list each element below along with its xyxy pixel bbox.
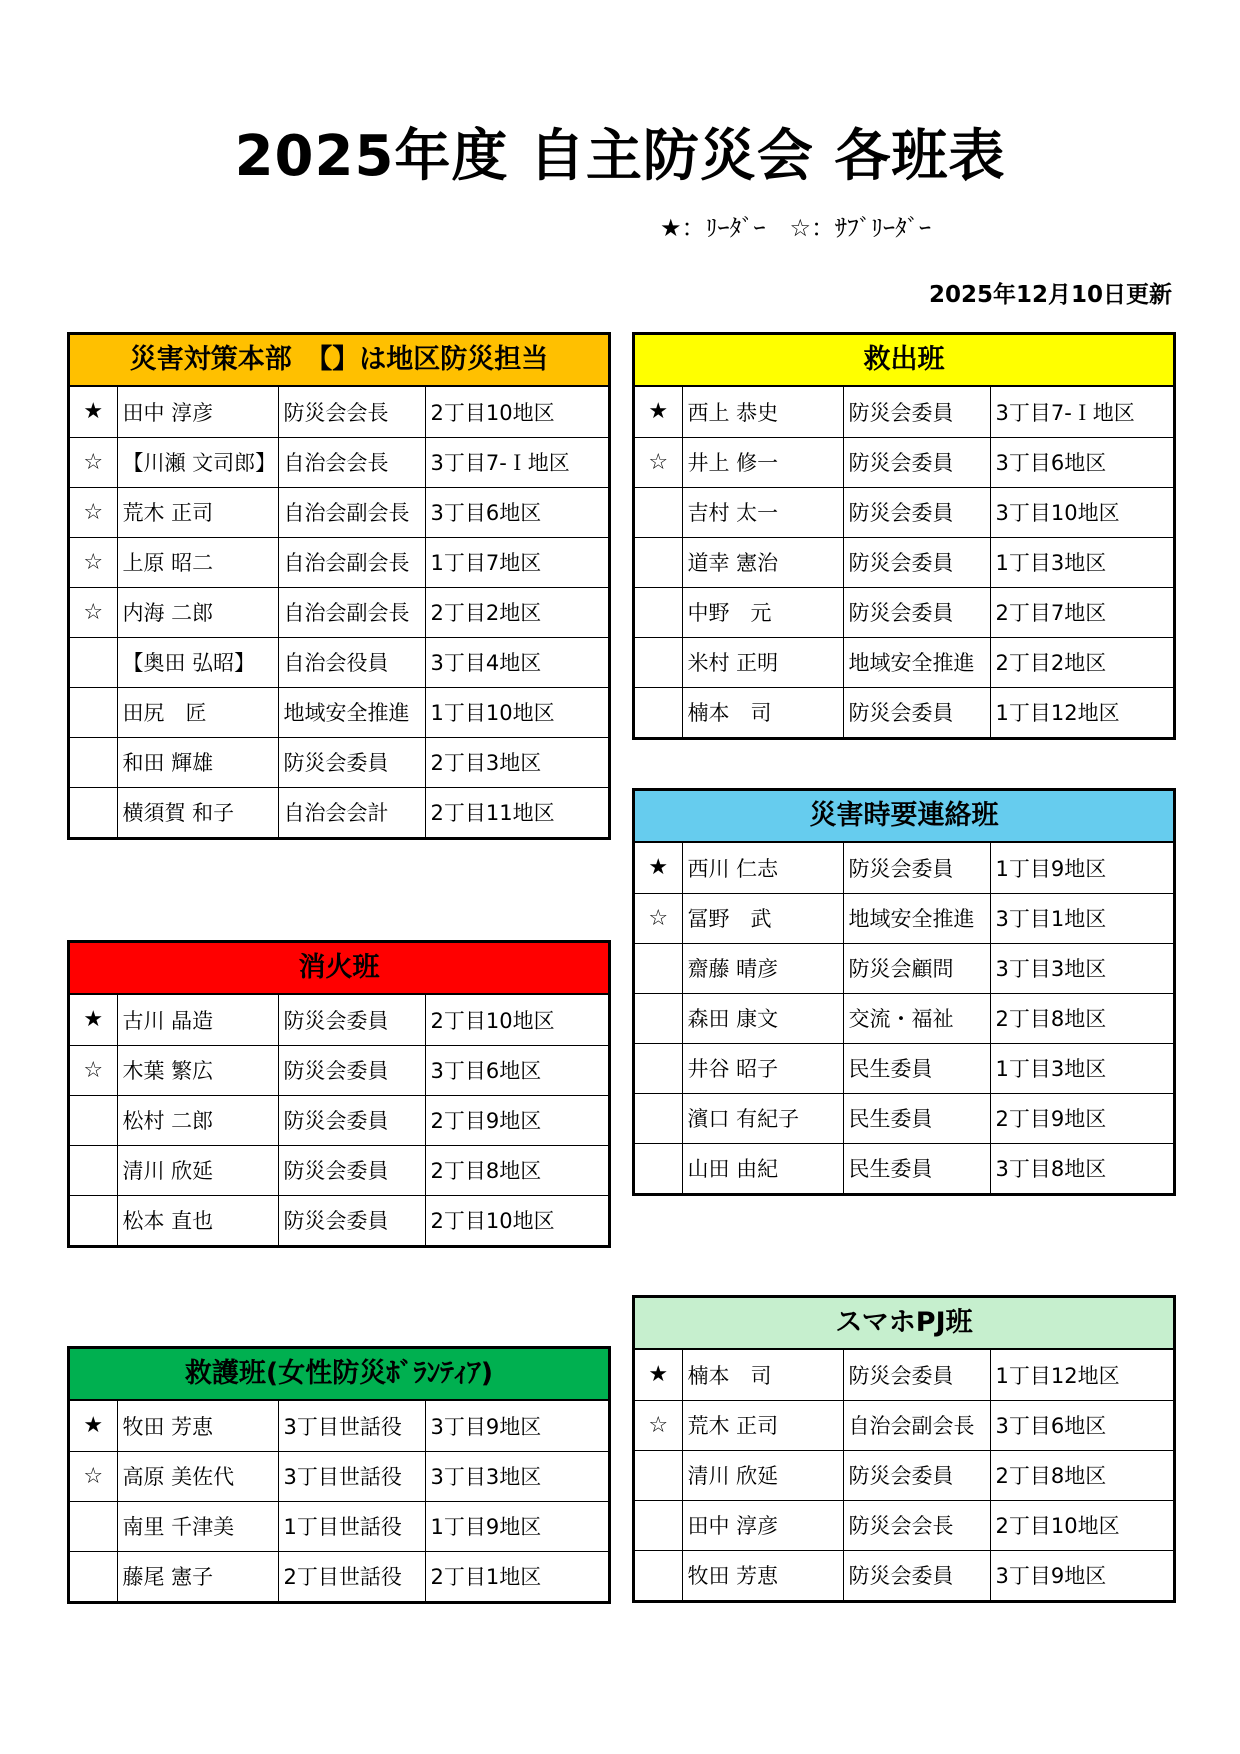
role-mark: ☆ (70, 1045, 117, 1095)
member-role: 防災会委員 (843, 437, 990, 487)
member-area: 1丁目3地区 (990, 1043, 1173, 1093)
member-role: 防災会委員 (843, 1550, 990, 1600)
member-area: 1丁目12地区 (995, 701, 1120, 726)
role-mark: ★ (70, 387, 117, 437)
member-name: 米村 正明 (682, 637, 843, 687)
role-mark (635, 587, 682, 637)
member-area: 2丁目8地区 (990, 1450, 1173, 1500)
table-row (635, 1043, 1173, 1093)
table-row (70, 537, 608, 587)
table-row (635, 587, 1173, 637)
member-role: 3丁目世話役 (278, 1451, 425, 1501)
table-row (635, 1550, 1173, 1600)
group-fire (67, 940, 611, 1248)
member-table (635, 1350, 1173, 1600)
member-role: 地域安全推進 (278, 687, 425, 737)
member-name: 横須賀 和子 (117, 787, 278, 837)
role-mark (70, 1551, 117, 1601)
table-row (635, 943, 1173, 993)
table-row (635, 1450, 1173, 1500)
member-area: 1丁目12地区 (990, 1350, 1173, 1400)
table-row (70, 437, 608, 487)
member-role: 防災会委員 (843, 587, 990, 637)
role-mark (70, 1145, 117, 1195)
role-mark (70, 737, 117, 787)
table-row (70, 1551, 608, 1601)
table-row (635, 537, 1173, 587)
member-name: 松村 二郎 (117, 1095, 278, 1145)
table-row (70, 637, 608, 687)
table-row (70, 487, 608, 537)
role-mark: ★ (70, 995, 117, 1045)
role-mark: ☆ (635, 1400, 682, 1450)
group-aid (67, 1346, 611, 1604)
table-row (70, 1045, 608, 1095)
member-name: 和田 輝雄 (117, 737, 278, 787)
member-name: 井谷 昭子 (682, 1043, 843, 1093)
member-table (635, 843, 1173, 1193)
member-area: 3丁目7-Ｉ地区 (990, 387, 1173, 437)
role-mark (635, 637, 682, 687)
member-area: 3丁目9地区 (425, 1401, 608, 1451)
role-mark (635, 1500, 682, 1550)
member-area: 2丁目2地区 (425, 587, 608, 637)
role-mark (70, 787, 117, 837)
member-name: 荒木 正司 (117, 487, 278, 537)
role-mark (70, 1501, 117, 1551)
member-name: 牧田 芳恵 (117, 1401, 278, 1451)
group-title: 救出班 (635, 335, 1173, 387)
table-row (635, 1350, 1173, 1400)
group-smartphone (632, 1295, 1176, 1603)
member-name: 楠本 司 (682, 687, 843, 737)
member-area: 3丁目3地区 (990, 943, 1173, 993)
member-name: 【川瀬 文司郎】 (117, 437, 278, 487)
member-name: 藤尾 憲子 (117, 1551, 278, 1601)
table-row (635, 893, 1173, 943)
group-title: 災害対策本部 【】は地区防災担当 (70, 335, 608, 387)
group-title: スマホPJ班 (635, 1298, 1173, 1350)
table-row (635, 843, 1173, 893)
member-role: 自治会副会長 (843, 1400, 990, 1450)
member-area: 3丁目7-Ｉ地区 (425, 437, 608, 487)
member-area: 2丁目8地区 (990, 993, 1173, 1043)
member-name: 田尻 匠 (117, 687, 278, 737)
member-area: 2丁目8地区 (425, 1145, 608, 1195)
member-role: 防災会委員 (843, 537, 990, 587)
member-role: 地域安全推進 (843, 893, 990, 943)
member-area: 1丁目3地区 (990, 537, 1173, 587)
role-mark: ★ (635, 1350, 682, 1400)
member-role: 防災会委員 (278, 737, 425, 787)
member-name: 冨野 武 (682, 893, 843, 943)
member-role: 自治会副会長 (278, 487, 425, 537)
member-role: 民生委員 (843, 1043, 990, 1093)
table-row (70, 1095, 608, 1145)
member-name: 古川 晶造 (117, 995, 278, 1045)
member-table (70, 387, 608, 837)
member-name: 田中 淳彦 (682, 1500, 843, 1550)
member-name: 森田 康文 (682, 993, 843, 1043)
member-name: 濱口 有紀子 (682, 1093, 843, 1143)
member-area: 3丁目4地区 (425, 637, 608, 687)
table-row (635, 993, 1173, 1043)
member-name: 山田 由紀 (682, 1143, 843, 1193)
member-name: 牧田 芳恵 (682, 1550, 843, 1600)
member-area: 3丁目6地区 (425, 1045, 608, 1095)
member-name: 木葉 繁広 (117, 1045, 278, 1095)
member-role: 民生委員 (843, 1093, 990, 1143)
role-mark (635, 537, 682, 587)
member-area: 3丁目3地区 (425, 1451, 608, 1501)
member-name: 楠本 司 (682, 1350, 843, 1400)
member-role: 防災会委員 (843, 1450, 990, 1500)
member-role: 防災会委員 (843, 843, 990, 893)
member-area: 2丁目7地区 (990, 587, 1173, 637)
table-row (635, 1143, 1173, 1193)
member-role: 防災会委員 (278, 1145, 425, 1195)
role-mark (635, 687, 682, 737)
table-row (70, 587, 608, 637)
member-name: 上原 昭二 (117, 537, 278, 587)
member-area: 2丁目1地区 (430, 1565, 542, 1590)
role-mark (635, 1450, 682, 1500)
member-area: 1丁目7地区 (425, 537, 608, 587)
role-mark (635, 943, 682, 993)
member-role: 自治会副会長 (278, 587, 425, 637)
member-name: 内海 二郎 (117, 587, 278, 637)
table-row (70, 1401, 608, 1451)
member-area: 3丁目6地区 (990, 437, 1173, 487)
member-name: 南里 千津美 (117, 1501, 278, 1551)
member-role: 防災会委員 (278, 1095, 425, 1145)
table-row (635, 387, 1173, 437)
member-name: 荒木 正司 (682, 1400, 843, 1450)
table-row (635, 1400, 1173, 1450)
table-row (635, 487, 1173, 537)
role-mark: ☆ (70, 437, 117, 487)
member-role: 交流・福祉 (843, 993, 990, 1043)
member-role: 防災会委員 (843, 387, 990, 437)
member-name: 高原 美佐代 (117, 1451, 278, 1501)
table-row (70, 1501, 608, 1551)
member-area: 2丁目10地区 (430, 1209, 555, 1234)
role-mark (635, 487, 682, 537)
member-role: 防災会委員 (278, 1195, 425, 1245)
role-mark: ☆ (70, 537, 117, 587)
member-area: 2丁目3地区 (425, 737, 608, 787)
role-mark: ★ (635, 843, 682, 893)
member-area: 1丁目9地区 (990, 843, 1173, 893)
member-name: 松本 直也 (117, 1195, 278, 1245)
role-mark (70, 637, 117, 687)
member-name: 中野 元 (682, 587, 843, 637)
member-name: 田中 淳彦 (117, 387, 278, 437)
member-table (635, 387, 1173, 737)
table-row (70, 1145, 608, 1195)
member-area: 2丁目10地区 (990, 1500, 1173, 1550)
member-table (70, 1401, 608, 1601)
role-mark: ☆ (70, 487, 117, 537)
table-row (70, 737, 608, 787)
member-table (70, 995, 608, 1245)
role-mark (635, 1550, 682, 1600)
role-mark (70, 687, 117, 737)
member-name: 道幸 憲治 (682, 537, 843, 587)
member-role: 自治会副会長 (278, 537, 425, 587)
group-title: 災害時要連絡班 (635, 791, 1173, 843)
group-rescue (632, 332, 1176, 740)
member-name: 齋藤 晴彦 (682, 943, 843, 993)
table-row (70, 687, 608, 737)
member-area: 2丁目10地区 (425, 995, 608, 1045)
member-role: 防災会委員 (843, 1350, 990, 1400)
table-row (70, 1451, 608, 1501)
table-row (70, 787, 608, 837)
member-role: 自治会会長 (278, 437, 425, 487)
member-role: 防災会委員 (843, 687, 990, 737)
member-area: 3丁目1地区 (990, 893, 1173, 943)
member-role: 地域安全推進 (843, 637, 990, 687)
member-area: 1丁目9地区 (425, 1501, 608, 1551)
member-role: 防災会顧問 (843, 943, 990, 993)
member-role: 自治会会計 (278, 787, 425, 837)
member-area: 2丁目11地区 (430, 801, 555, 826)
page-title: 2025年度 自主防災会 各班表 (234, 124, 1006, 189)
role-mark: ☆ (70, 1451, 117, 1501)
member-role: 1丁目世話役 (278, 1501, 425, 1551)
role-mark (70, 1095, 117, 1145)
role-mark: ★ (70, 1401, 117, 1451)
member-name: 井上 修一 (682, 437, 843, 487)
role-mark: ☆ (635, 893, 682, 943)
member-area: 2丁目2地区 (990, 637, 1173, 687)
group-contact (632, 788, 1176, 1196)
updated-date: 2025年12月10日更新 (928, 282, 1172, 308)
role-mark (635, 1043, 682, 1093)
role-mark (635, 1093, 682, 1143)
member-area: 3丁目6地区 (425, 487, 608, 537)
member-role: 2丁目世話役 (278, 1551, 425, 1601)
table-row (70, 1195, 608, 1245)
legend: ★：ﾘｰﾀﾞｰ ☆：ｻﾌﾞﾘｰﾀﾞｰ (660, 214, 932, 242)
table-row (635, 637, 1173, 687)
group-headquarters (67, 332, 611, 840)
group-title: 救護班(女性防災ﾎﾞﾗﾝﾃｨｱ) (70, 1349, 608, 1401)
table-row (635, 1500, 1173, 1550)
member-area: 2丁目9地区 (990, 1093, 1173, 1143)
member-area: 3丁目6地区 (990, 1400, 1173, 1450)
table-row (70, 387, 608, 437)
member-role: 3丁目世話役 (278, 1401, 425, 1451)
role-mark: ☆ (70, 587, 117, 637)
member-area: 1丁目10地区 (425, 687, 608, 737)
role-mark: ★ (635, 387, 682, 437)
member-role: 民生委員 (843, 1143, 990, 1193)
member-name: 清川 欣延 (682, 1450, 843, 1500)
member-area: 2丁目10地区 (425, 387, 608, 437)
member-name: 清川 欣延 (117, 1145, 278, 1195)
member-area: 3丁目10地区 (990, 487, 1173, 537)
member-area: 2丁目9地区 (425, 1095, 608, 1145)
member-name: 西上 恭史 (682, 387, 843, 437)
member-name: 吉村 太一 (682, 487, 843, 537)
table-row (635, 687, 1173, 737)
role-mark (70, 1195, 117, 1245)
role-mark: ☆ (635, 437, 682, 487)
member-role: 自治会役員 (278, 637, 425, 687)
role-mark (635, 993, 682, 1043)
table-row (70, 995, 608, 1045)
table-row (635, 1093, 1173, 1143)
member-name: 西川 仁志 (682, 843, 843, 893)
member-role: 防災会会長 (843, 1500, 990, 1550)
member-role: 防災会委員 (843, 487, 990, 537)
table-row (635, 437, 1173, 487)
member-area: 3丁目8地区 (995, 1157, 1107, 1182)
group-title: 消火班 (70, 943, 608, 995)
member-name: 【奥田 弘昭】 (117, 637, 278, 687)
member-role: 防災会会長 (278, 387, 425, 437)
member-role: 防災会委員 (278, 995, 425, 1045)
role-mark (635, 1143, 682, 1193)
member-area: 3丁目9地区 (995, 1564, 1107, 1589)
member-role: 防災会委員 (278, 1045, 425, 1095)
